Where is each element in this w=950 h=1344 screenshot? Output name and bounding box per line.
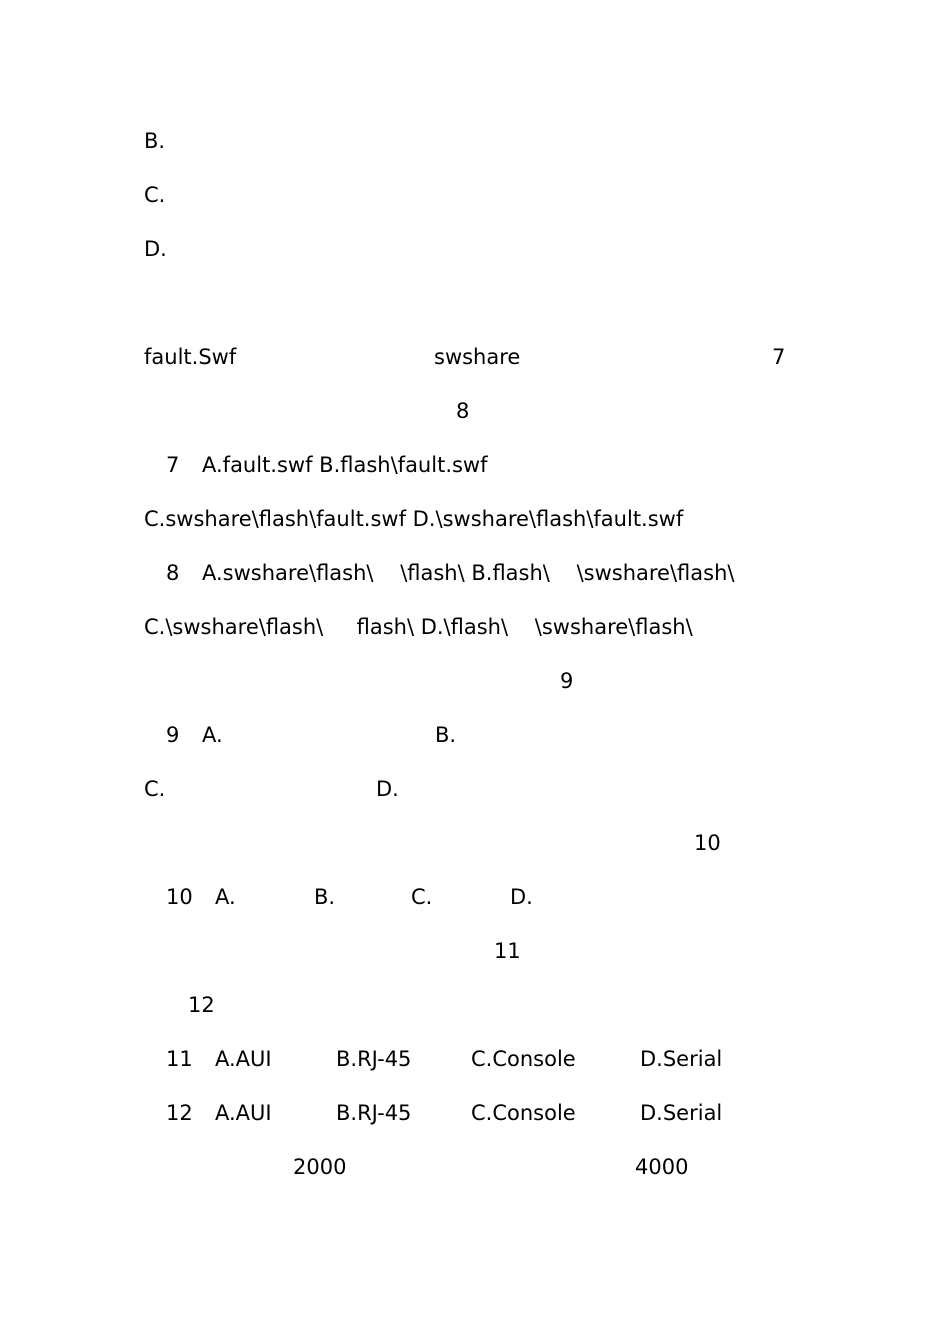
stem-question-ref-11: 11 [494, 939, 521, 963]
stem-question-ref-9: 9 [560, 669, 574, 693]
option-c: C. [144, 183, 166, 207]
stem-question-ref-8: 8 [456, 399, 470, 423]
question-number: 11 [166, 1047, 193, 1071]
option-a: A.AUI [215, 1047, 272, 1071]
option-c: C. [411, 885, 433, 909]
option-c: C.Console [471, 1101, 576, 1125]
option-b: B.RJ-45 [336, 1047, 412, 1071]
question-number: 12 [166, 1101, 193, 1125]
option-a: A. [215, 885, 236, 909]
options-line: A.fault.swf B.flash\fault.swf [202, 453, 488, 477]
question-number: 9 [166, 723, 180, 747]
question-number: 8 [166, 561, 180, 585]
option-d: D. [144, 237, 167, 261]
stem-question-ref-7: 7 [772, 345, 786, 369]
value-4000: 4000 [635, 1155, 689, 1179]
option-b: B. [144, 129, 166, 153]
option-a: A.AUI [215, 1101, 272, 1125]
option-d: D. [376, 777, 399, 801]
option-d: D.Serial [640, 1101, 723, 1125]
question-number: 7 [166, 453, 180, 477]
option-d: D.Serial [640, 1047, 723, 1071]
options-line: C.\swshare\flash\ flash\ D.\flash\ \swshare\flash\ [144, 615, 693, 639]
option-a: A. [202, 723, 223, 747]
question-number: 10 [166, 885, 193, 909]
option-b: B.RJ-45 [336, 1101, 412, 1125]
stem-question-ref-12: 12 [188, 993, 215, 1017]
stem-question-ref-10: 10 [694, 831, 721, 855]
option-b: B. [435, 723, 457, 747]
value-2000: 2000 [293, 1155, 347, 1179]
options-line: A.swshare\flash\ \flash\ B.flash\ \swshare\flash\ [202, 561, 735, 585]
option-c: C.Console [471, 1047, 576, 1071]
options-line: C.swshare\flash\fault.swf D.\swshare\flash\fault.swf [144, 507, 684, 531]
stem-filename: fault.Swf [144, 345, 237, 369]
stem-folder: swshare [434, 345, 521, 369]
option-c: C. [144, 777, 166, 801]
option-d: D. [510, 885, 533, 909]
option-b: B. [314, 885, 336, 909]
